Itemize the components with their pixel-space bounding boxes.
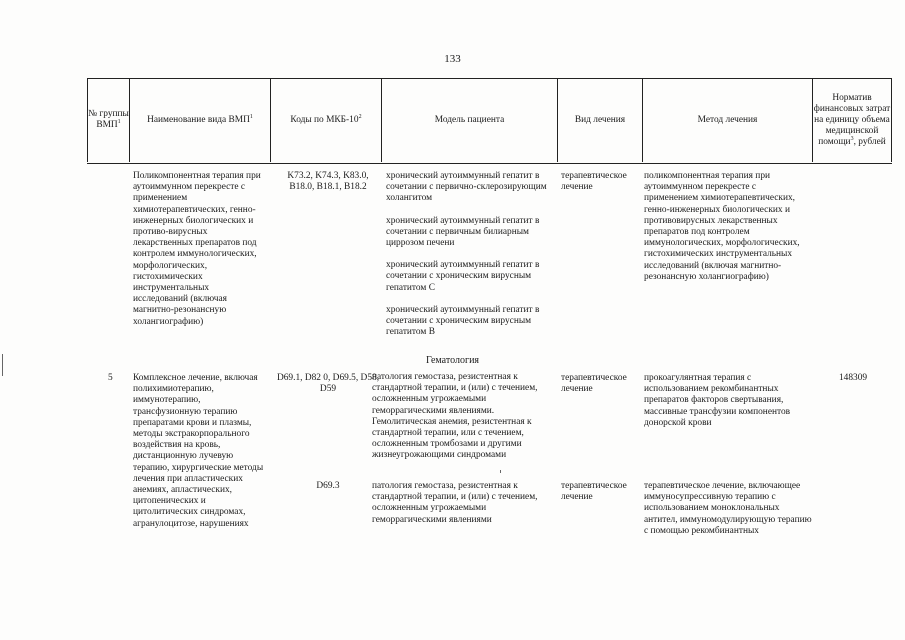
row2-type-b: терапевтическое лечение	[561, 481, 627, 503]
row1-type: терапевтическое лечение	[561, 171, 627, 193]
row2-number: 5	[108, 373, 113, 383]
row2-norm: 148309	[838, 373, 868, 383]
row2-model-b: патология гемостаза, резистентная к стандартной терапии, и (или) с течением, осложненным угрожаемыми геморрагическими явлениями	[372, 481, 538, 525]
row2-type-a: терапевтическое лечение	[561, 373, 627, 395]
header-model: Модель пациента	[434, 114, 505, 125]
header-norm: Норматив финансовых затрат на единицу объема медицинской помощи$^3$, рублей	[813, 92, 891, 147]
header-codes: Коды по МКБ-$10^2$	[290, 113, 362, 125]
header-method: Метод лечения	[697, 114, 758, 125]
header-group: № группы ВМП$^1$	[88, 109, 129, 130]
row1-model: хронический аутоиммунный гепатит в сочетании с первичным билиарным циррозом печени	[386, 215, 540, 249]
row2-codes-b: D69.3	[316, 481, 340, 491]
row2-method-a: прокоагулянтная терапия с использованием рекомбинантных препаратов факторов свертывания, массивные трансфузии компонентов донорской крови	[644, 373, 791, 428]
scan-mark	[2, 354, 3, 376]
row1-model: хронический аутоиммунный гепатит в сочетании с хроническим вирусным гепатитом B	[386, 304, 540, 338]
row1-name: Поликомпонентная терапия при аутоиммунном перекресте с применением химиотерапевтических, генно-инженерных биологических и противо-вирусных лекарственных препаратов под контролем иммунологических, морфологических, гистохимических инструментальных исследований (включая магнитно-резонансную холангиографию)	[133, 171, 261, 327]
row1-model: хронический аутоиммунный гепатит в сочетании с хроническим вирусным гепатитом C	[386, 260, 540, 293]
scan-mark	[500, 470, 501, 473]
header-divider	[891, 78, 892, 162]
section-title: Гематология	[425, 355, 480, 366]
row2-method-b: терапевтическое лечение, включающее иммуносупрессивную терапию с использованием моноклональных антител, иммуномодулирующую терапию с помощью рекомбинантных	[644, 481, 812, 536]
row1-models	[386, 171, 556, 349]
row2-name: Комплексное лечение, включая полихимиотерапию, иммунотерапию, трансфузионную терапию препаратами крови и плазмы, методы экстракорпорального воздействия на кровь, дистанционную лучевую терапию, хирургические методы лечения при апластических анемиях, апластических, цитопенических и цитолитических синдромах, агранулоцитозе, нарушениях	[133, 373, 264, 529]
row1-codes: K73.2, K74.3, K83.0, B18.0, B18.1, B18.2	[287, 171, 369, 193]
page-number: 133	[444, 53, 461, 65]
row1-method: поликомпонентная терапия при аутоиммунном перекресте с применением химиотерапевтических, генно-инженерных биологических и противовирусных лекарственных препаратов под контролем иммунологических, морфологических, гистохимических инструментальных исследований (включая магнитно-резонансную холангиографию)	[644, 171, 800, 282]
row2-model-a: патология гемостаза, резистентная к стандартной терапии, и (или) с течением, осложненным угрожаемыми геморрагическими явлениями. Гемолитическая анемия, резистентная к стандартной терапии, или с течением, осложненным тромбозами и другими жизнеугрожающими синдромами	[372, 372, 538, 461]
row1-model: хронический аутоиммунный гепатит в сочетании с первично-склерозирующим холангитом	[386, 171, 547, 204]
header-name: Наименование вида ВМП$^1$	[147, 113, 253, 125]
header-type: Вид лечения	[574, 114, 626, 125]
row2-codes-a: D69.1, D82 0, D69.5, D58, D59	[276, 373, 380, 395]
